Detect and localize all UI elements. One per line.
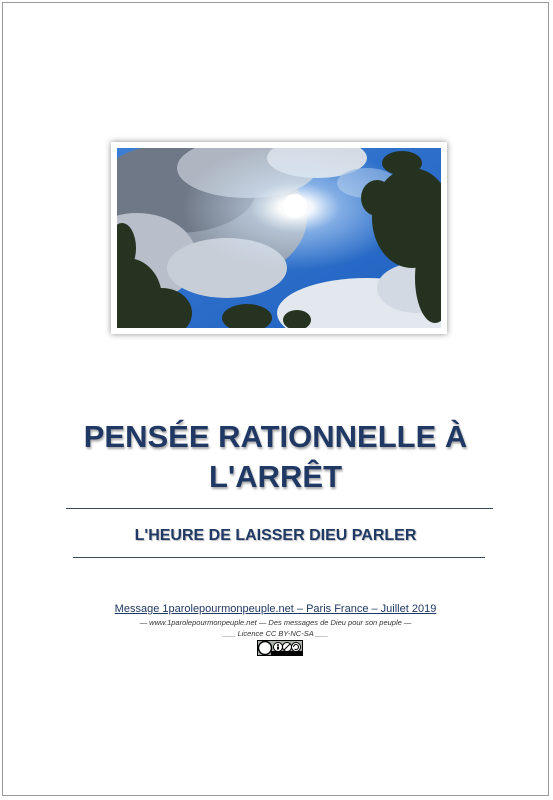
title-divider bbox=[66, 508, 493, 509]
cc-by-nc-sa-icon bbox=[257, 640, 303, 656]
cover-photo-frame bbox=[111, 142, 447, 334]
document-subtitle: L'HEURE DE LAISSER DIEU PARLER bbox=[134, 527, 417, 544]
document-page bbox=[2, 2, 549, 796]
title-line-1: PENSÉE RATIONNELLE À bbox=[83, 419, 468, 454]
message-link[interactable]: Message 1parolepourmonpeuple.net – Paris France – Juillet 2019 bbox=[114, 603, 437, 615]
title-line-2: L'ARRÊT bbox=[208, 459, 343, 494]
license-text: ___ Licence CC BY-NC-SA ___ bbox=[222, 629, 329, 638]
tagline: — www.1parolepourmonpeuple.net — Des messages de Dieu pour son peuple — bbox=[139, 618, 412, 627]
message-line bbox=[3, 603, 548, 615]
cover-photo bbox=[117, 148, 441, 328]
document-title bbox=[3, 417, 548, 497]
subtitle-divider bbox=[73, 557, 485, 558]
